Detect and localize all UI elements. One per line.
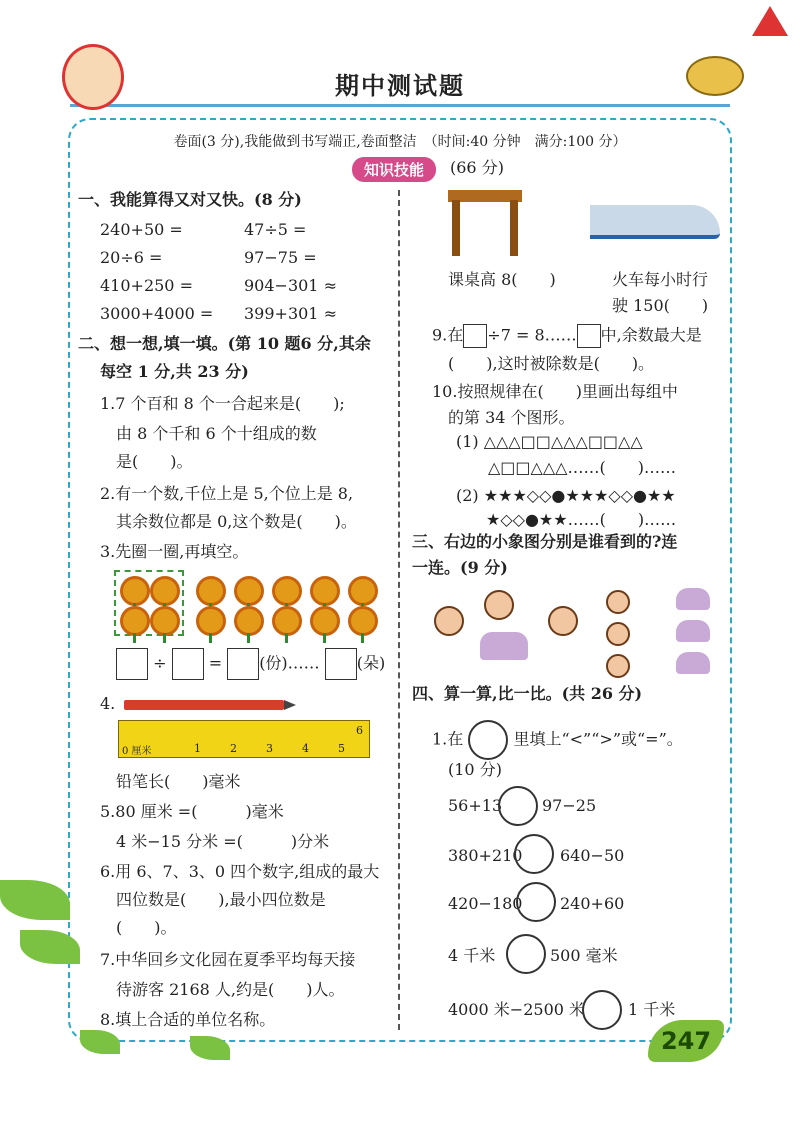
flower xyxy=(120,606,150,636)
q2-line: 其余数位都是 0,这个数是( )。 xyxy=(116,512,357,531)
compare-left: 420−180 xyxy=(448,894,523,913)
flower xyxy=(310,576,340,606)
desk-unit: 课桌高 8( ) xyxy=(448,270,556,289)
q8-line: 8.填上合适的单位名称。 xyxy=(100,1010,276,1029)
boy-viewer[interactable] xyxy=(484,590,514,620)
answer-box[interactable] xyxy=(325,648,357,680)
section-2-heading: 二、想一想,填一填。(第 10 题6 分,其余 xyxy=(78,334,371,353)
flower xyxy=(310,606,340,636)
q10-line: 10.按照规律在( )里画出每组中 xyxy=(432,382,678,401)
flower xyxy=(272,606,302,636)
flower xyxy=(150,576,180,606)
q6-line: 6.用 6、7、3、0 四个数字,组成的最大 xyxy=(100,862,380,881)
ruler-label: 0 厘米 xyxy=(122,746,152,757)
answer-box[interactable] xyxy=(463,324,487,348)
ruler-tick: 6 xyxy=(356,724,363,737)
q7-line: 待游客 2168 人,约是( )人。 xyxy=(116,980,345,999)
pattern-1: △□□△△△……( )…… xyxy=(488,458,676,477)
s4-q1-points: (10 分) xyxy=(448,760,502,779)
section-3-heading: 三、右边的小象图分别是谁看到的?连 xyxy=(412,532,678,551)
flower xyxy=(150,606,180,636)
calc-4: 97−75 = xyxy=(244,248,317,267)
q1-line: 是( )。 xyxy=(116,452,193,471)
q9-line: ( ),这时被除数是( )。 xyxy=(448,354,655,373)
train-icon xyxy=(590,205,720,239)
compare-left: 56+13 xyxy=(448,796,503,815)
compare-circle[interactable] xyxy=(514,834,554,874)
section-2-heading-cont: 每空 1 分,共 23 分) xyxy=(100,362,249,381)
publisher-logo-icon xyxy=(752,6,788,36)
compare-right: 1 千米 xyxy=(628,1000,676,1019)
q7-line: 7.中华回乡文化园在夏季平均每天接 xyxy=(100,950,356,969)
flower xyxy=(196,576,226,606)
compare-right: 640−50 xyxy=(560,846,625,865)
q4-label: 4. xyxy=(100,694,116,713)
compare-left: 4 千米 xyxy=(448,946,496,965)
ruler-tick: 1 xyxy=(194,742,201,755)
compare-right: 97−25 xyxy=(542,796,597,815)
page-title: 期中测试题 xyxy=(335,72,465,100)
mascot-icon xyxy=(62,44,124,110)
section-4-heading: 四、算一算,比一比。(共 26 分) xyxy=(412,684,643,703)
q3-prompt: 3.先圈一圈,再填空。 xyxy=(100,542,249,561)
compare-circle[interactable] xyxy=(516,882,556,922)
column-divider xyxy=(398,190,400,1030)
flower xyxy=(120,576,150,606)
elephant-icon xyxy=(480,632,528,660)
calc-2: 47÷5 = xyxy=(244,220,307,239)
elephant-view[interactable] xyxy=(676,620,710,642)
q2-line: 2.有一个数,千位上是 5,个位上是 8, xyxy=(100,484,354,503)
ruler-tick: 2 xyxy=(230,742,237,755)
calc-8: 399+301 ≈ xyxy=(244,304,337,323)
ruler-tick: 3 xyxy=(266,742,273,755)
compare-right: 500 毫米 xyxy=(550,946,618,965)
flower xyxy=(234,576,264,606)
compare-right: 240+60 xyxy=(560,894,625,913)
elephant-view[interactable] xyxy=(676,652,710,674)
desk-leg xyxy=(510,200,518,256)
calc-3: 20÷6 = xyxy=(100,248,163,267)
desk-leg xyxy=(452,200,460,256)
section-3-heading-cont: 一连。(9 分) xyxy=(412,558,508,577)
q1-line: 由 8 个千和 6 个十组成的数 xyxy=(116,424,317,443)
flower xyxy=(348,576,378,606)
compare-circle[interactable] xyxy=(468,720,508,760)
q5-line: 4 米−15 分米 =( )分米 xyxy=(116,832,330,851)
ruler-tick: 4 xyxy=(302,742,309,755)
header-divider xyxy=(70,104,730,107)
flower xyxy=(272,576,302,606)
s4-q1: 1.在 里填上“<”“>”或“=”。 xyxy=(432,720,683,760)
leaf-icon xyxy=(0,880,70,920)
flower xyxy=(234,606,264,636)
girl-viewer[interactable] xyxy=(434,606,464,636)
train-line: 火车每小时行 xyxy=(612,270,709,289)
ruler xyxy=(118,720,370,758)
pattern-1: (1) △△△□□△△△□□△△ xyxy=(456,432,643,451)
answer-box[interactable] xyxy=(577,324,601,348)
answer-box[interactable] xyxy=(116,648,148,680)
compare-circle[interactable] xyxy=(582,990,622,1030)
flower xyxy=(348,606,378,636)
q1-line: 1.7 个百和 8 个一合起来是( ); xyxy=(100,394,345,413)
section-badge: 知识技能 xyxy=(352,157,436,182)
compare-left: 380+210 xyxy=(448,846,523,865)
flower xyxy=(196,606,226,636)
compare-circle[interactable] xyxy=(498,786,538,826)
q6-line: ( )。 xyxy=(116,918,177,937)
q3-answer-row: ÷ = (份)…… (朵) xyxy=(116,648,385,680)
section-badge-points: (66 分) xyxy=(450,158,504,177)
train-line: 驶 150( ) xyxy=(612,296,709,315)
q9-line: 9.在 ÷7 = 8…… 中,余数最大是 xyxy=(432,324,702,348)
pattern-2: (2) ★★★◇◇●★★★◇◇●★★ xyxy=(456,486,676,505)
girl-viewer[interactable] xyxy=(548,606,578,636)
ruler-tick: 5 xyxy=(338,742,345,755)
pattern-2: ★◇◇●★★……( )…… xyxy=(486,510,677,529)
child-face[interactable] xyxy=(606,654,630,678)
q10-line: 的第 34 个图形。 xyxy=(448,408,575,427)
child-face[interactable] xyxy=(606,622,630,646)
q5-line: 5.80 厘米 =( )毫米 xyxy=(100,802,284,821)
calc-6: 904−301 ≈ xyxy=(244,276,337,295)
answer-box[interactable] xyxy=(227,648,259,680)
calc-7: 3000+4000 = xyxy=(100,304,214,323)
section-1-heading: 一、我能算得又对又快。(8 分) xyxy=(78,190,302,209)
pencil-tip xyxy=(284,700,296,710)
fish-icon xyxy=(686,56,744,96)
compare-left: 4000 米−2500 米 xyxy=(448,1000,586,1019)
q4-answer: 铅笔长( )毫米 xyxy=(116,772,241,791)
q6-line: 四位数是( ),最小四位数是 xyxy=(116,890,326,909)
calc-5: 410+250 = xyxy=(100,276,193,295)
answer-box[interactable] xyxy=(172,648,204,680)
page-subheader: 卷面(3 分),我能做到书写端正,卷面整洁 （时间:40 分钟 满分:100 分） xyxy=(173,134,627,150)
page-number: 247 xyxy=(648,1020,724,1062)
child-face[interactable] xyxy=(606,590,630,614)
compare-circle[interactable] xyxy=(506,934,546,974)
pencil-icon xyxy=(124,700,284,710)
elephant-view[interactable] xyxy=(676,588,710,610)
calc-1: 240+50 = xyxy=(100,220,183,239)
